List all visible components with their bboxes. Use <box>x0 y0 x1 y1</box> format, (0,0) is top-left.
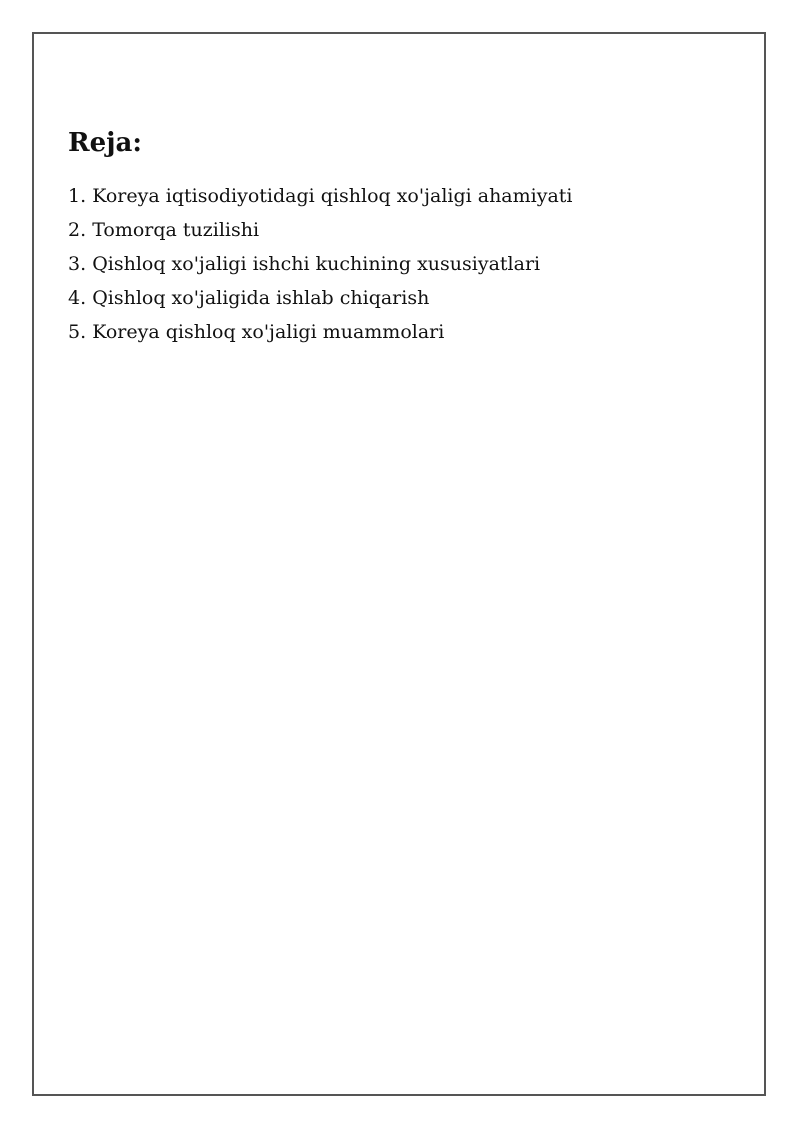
outline-item-text: Qishloq xo'jaligida ishlab chiqarish <box>92 287 430 309</box>
outline-item-text: Tomorqa tuzilishi <box>92 219 260 241</box>
document-page <box>32 32 766 1096</box>
outline-item <box>68 315 573 349</box>
outline-item-number: 3. <box>68 253 87 275</box>
outline-item-number: 5. <box>68 321 87 343</box>
outline-item-text: Koreya iqtisodiyotidagi qishloq xo'jaligi ahamiyati <box>92 185 573 207</box>
outline-item <box>68 247 573 281</box>
outline-item-number: 1. <box>68 185 87 207</box>
outline-item <box>68 179 573 213</box>
outline-item-number: 2. <box>68 219 87 241</box>
page-heading: Reja: <box>68 128 143 158</box>
outline-item <box>68 213 573 247</box>
outline-item-number: 4. <box>68 287 87 309</box>
outline-item <box>68 281 573 315</box>
outline-list <box>68 179 573 349</box>
outline-item-text: Koreya qishloq xo'jaligi muammolari <box>92 321 445 343</box>
outline-item-text: Qishloq xo'jaligi ishchi kuchining xususiyatlari <box>92 253 541 275</box>
